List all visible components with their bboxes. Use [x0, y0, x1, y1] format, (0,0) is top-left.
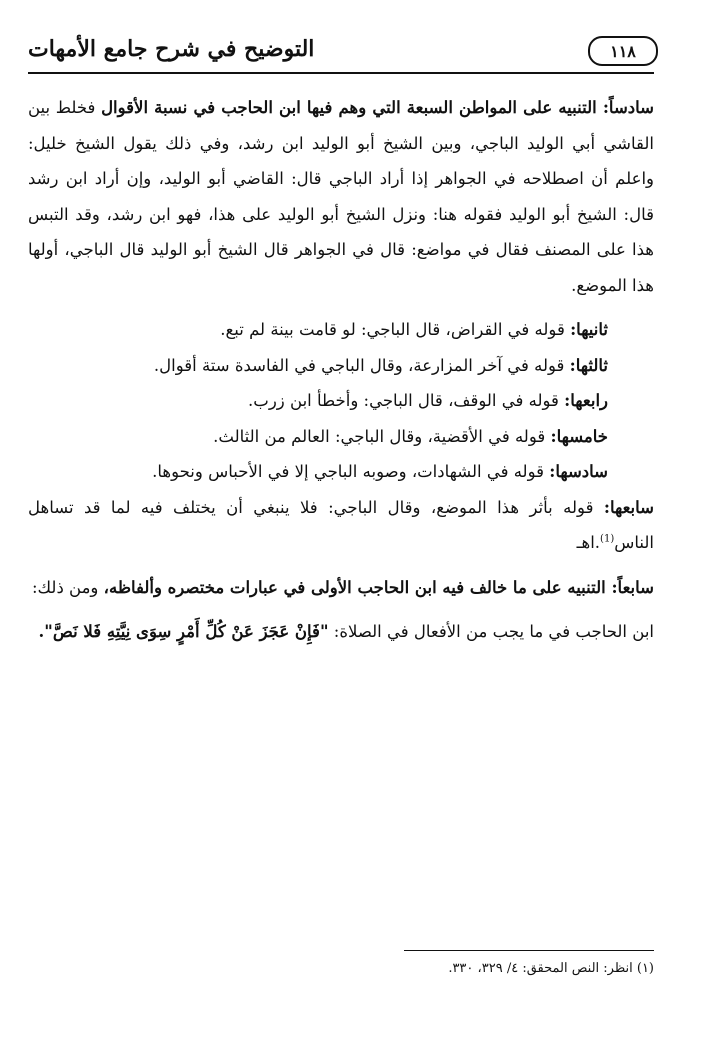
list-item-text: قوله في آخر المزارعة، وقال الباجي في الفاسدة ستة أقوال.: [153, 355, 570, 375]
footnote-separator: [404, 950, 654, 951]
list-item-text: قوله في الأقضية، وقال الباجي: العالم من الثالث.: [213, 426, 551, 446]
list-item-lead: ثانيها:: [570, 320, 608, 339]
list-item: [28, 419, 654, 455]
list-item-lead: خامسها:: [550, 426, 608, 446]
list-item-text: قوله في الشهادات، وصوبه الباجي إلا في الأحباس ونحوها.: [152, 462, 550, 481]
body-text: [28, 90, 654, 650]
paragraph-seventh: [28, 570, 654, 606]
paragraph-text: ابن الحاجب في ما يجب من الأفعال في الصلاة:: [328, 622, 654, 641]
list-item-text: قوله في الوقف، قال الباجي: وأخطأ ابن زرب.: [248, 391, 565, 410]
paragraph-lead: سادساً: التنبيه على المواطن السبعة التي وهم فيها ابن الحاجب في نسبة الأقوال: [101, 98, 654, 117]
list-item-text: قوله في القراض، قال الباجي: لو قامت بينة لم تبع.: [220, 320, 571, 339]
list-item: [28, 454, 654, 490]
footnote-reference[interactable]: (1): [600, 533, 615, 545]
page-number: ١١٨: [588, 36, 658, 66]
list-item-lead: ثالثها:: [569, 355, 608, 375]
quoted-text: "فَإِنْ عَجَزَ عَنْ كُلِّ أَمْرٍ سِوَى نِيَّتِهِ فَلا نَصَّ".: [38, 622, 329, 641]
header-rule: [28, 72, 654, 74]
paragraph-example: [28, 614, 654, 650]
list-item: [28, 383, 654, 419]
list-item-text: قوله بأثر هذا الموضع، وقال الباجي: فلا ينبغي أن يختلف فيه لما قد تساهل الناس: [28, 497, 654, 552]
paragraph-sixth: [28, 90, 654, 303]
paragraph-text: فخلط بين القاشي أبي الوليد الباجي، وبين الشيخ أبو الوليد ابن رشد، وفي ذلك يقول الشيخ خليل: واعلم أن اصطلاحه في الجواهر إذا أراد الباجي قال: القاضي أبو الوليد، وإن أراد ابن رشد قال: الشيخ أبو الوليد فقوله هنا: ونزل الشيخ أبو الوليد على هذا، فهو ابن رشد، وقد التبس هذا على المصنف فقال في مواضع: قال في الجواهر قال الشيخ أبو الوليد قال الباجي، أولها هذا الموضع.: [28, 98, 654, 295]
footnote: (١) انظر: النص المحقق: ٤/ ٣٢٩، ٣٣٠.: [448, 961, 654, 976]
list-item-lead: سادسها:: [549, 462, 608, 481]
list-item: [28, 312, 654, 348]
list-item: [28, 490, 654, 561]
list-item-lead: سابعها:: [603, 497, 654, 517]
list-item: [28, 348, 654, 384]
paragraph-text: ومن ذلك:: [31, 577, 104, 597]
page-header: [28, 34, 654, 74]
book-title: التوضيح في شرح جامع الأمهات: [28, 36, 315, 62]
list-item-lead: رابعها:: [564, 391, 608, 410]
paragraph-lead: سابعاً: التنبيه على ما خالف فيه ابن الحاجب الأولى في عبارات مختصره وألفاظه،: [103, 577, 654, 597]
list-item-ending: .اهـ: [576, 533, 601, 552]
